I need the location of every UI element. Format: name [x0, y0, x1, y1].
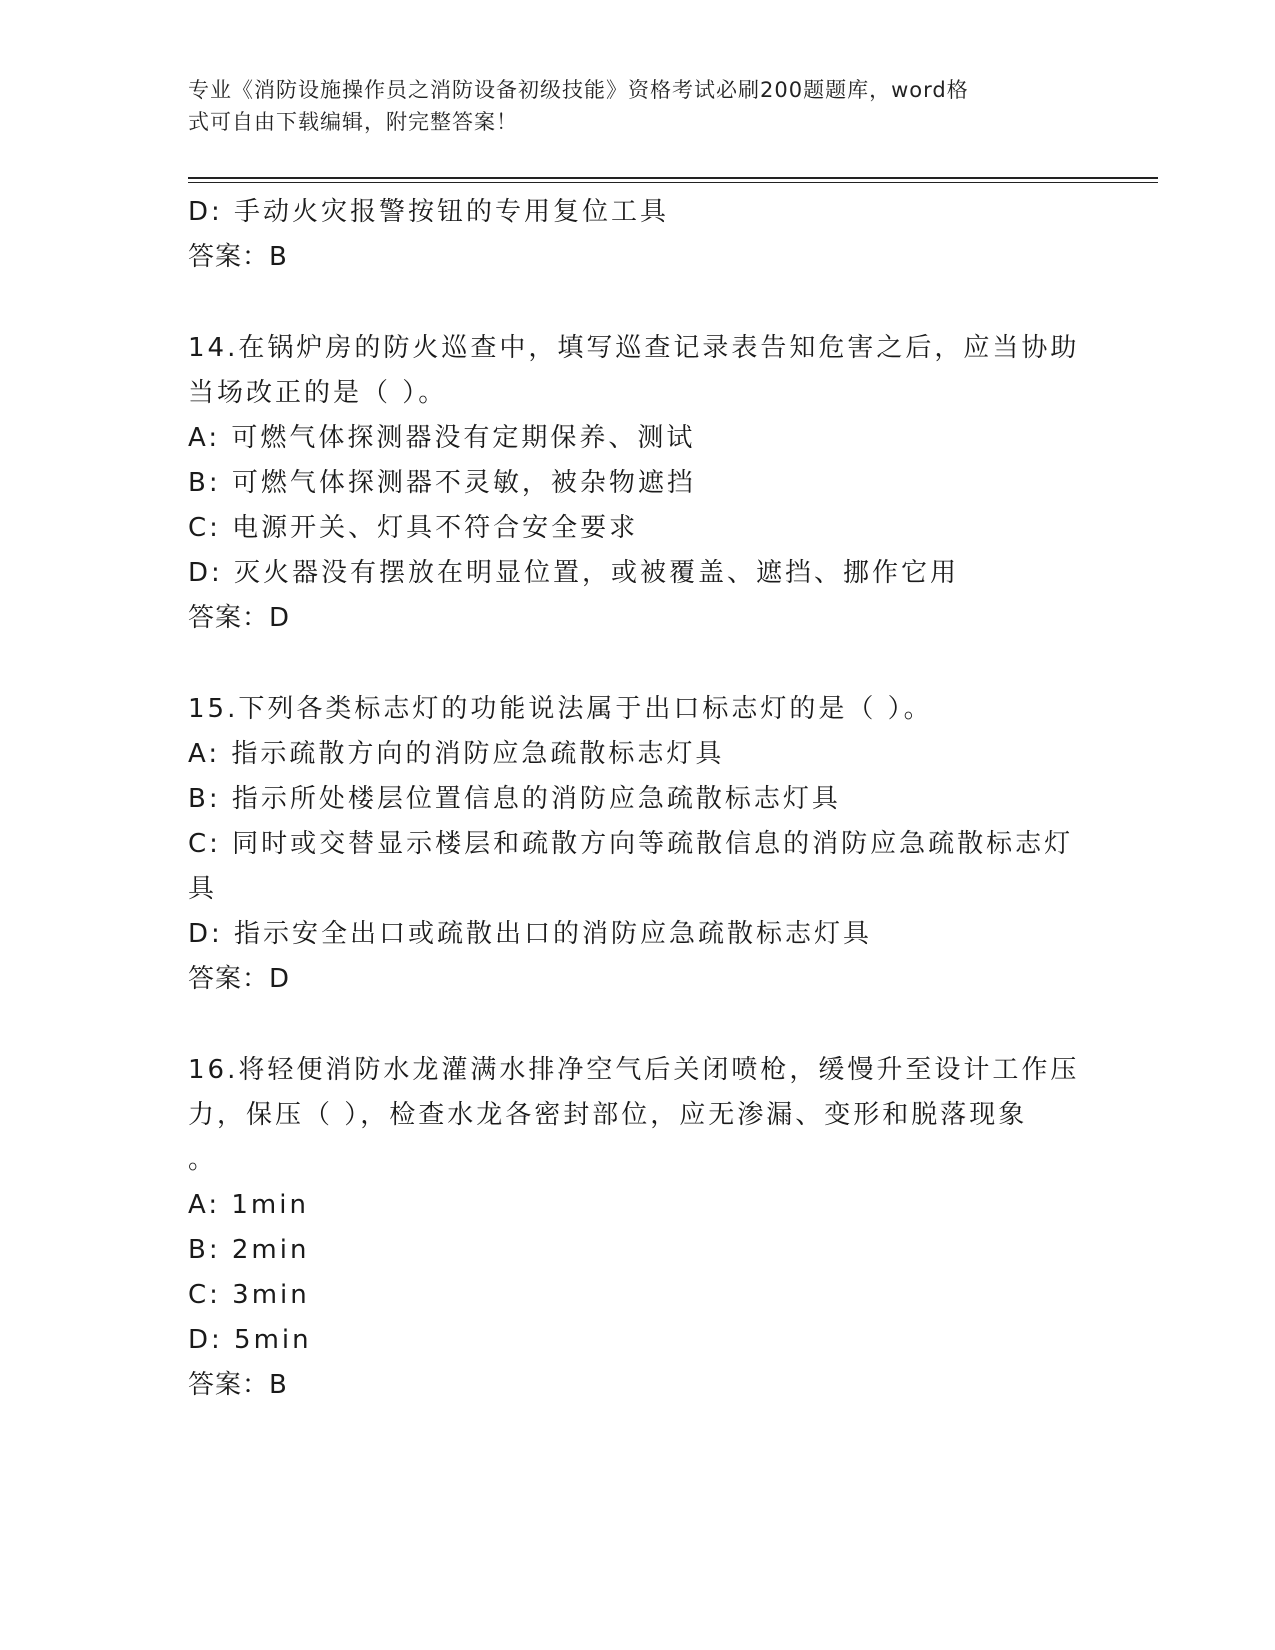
- q15-option-a: A: 指示疏散方向的消防应急疏散标志灯具: [188, 739, 725, 769]
- spacer: [188, 280, 1088, 326]
- q16-answer: 答案：B: [188, 1370, 288, 1400]
- q15-answer: 答案：D: [188, 964, 291, 994]
- q15-option-b: B: 指示所处楼层位置信息的消防应急疏散标志灯具: [188, 784, 841, 814]
- q16-stem-line-2: 力，保压（ ），检查水龙各密封部位，应无渗漏、变形和脱落现象: [188, 1100, 1028, 1130]
- q13-answer: 答案：B: [188, 242, 288, 272]
- spacer: [188, 1002, 1088, 1048]
- question-13-tail: [188, 190, 1088, 280]
- q14-option-b: B: 可燃气体探测器不灵敏，被杂物遮挡: [188, 468, 696, 498]
- q14-stem-line-1: 14.在锅炉房的防火巡查中，填写巡查记录表告知危害之后，应当协助: [188, 333, 1080, 363]
- q16-option-a: A: 1min: [188, 1190, 309, 1220]
- q16-stem-line-3: 。: [188, 1145, 218, 1175]
- q16-option-b: B: 2min: [188, 1235, 310, 1265]
- q15-stem: 15.下列各类标志灯的功能说法属于出口标志灯的是（ ）。: [188, 694, 933, 724]
- q13-option-d: D: 手动火灾报警按钮的专用复位工具: [188, 197, 670, 227]
- q16-option-d: D: 5min: [188, 1325, 312, 1355]
- question-list: [188, 190, 1088, 1408]
- header-divider-thick: [188, 177, 1158, 179]
- q14-answer: 答案：D: [188, 603, 291, 633]
- q15-option-c-line-1: C: 同时或交替显示楼层和疏散方向等疏散信息的消防应急疏散标志灯: [188, 829, 1074, 859]
- question-16: [188, 1048, 1088, 1408]
- q16-option-c: C: 3min: [188, 1280, 310, 1310]
- document-header: [188, 74, 1068, 138]
- header-divider-thin: [188, 182, 1158, 183]
- header-line-2: 式可自由下载编辑，附完整答案！: [188, 110, 518, 134]
- q14-option-a: A: 可燃气体探测器没有定期保养、测试: [188, 423, 696, 453]
- q14-option-d: D: 灭火器没有摆放在明显位置，或被覆盖、遮挡、挪作它用: [188, 558, 960, 588]
- q16-stem-line-1: 16.将轻便消防水龙灌满水排净空气后关闭喷枪，缓慢升至设计工作压: [188, 1055, 1080, 1085]
- question-14: [188, 326, 1088, 641]
- q15-option-d: D: 指示安全出口或疏散出口的消防应急疏散标志灯具: [188, 919, 873, 949]
- spacer: [188, 641, 1088, 687]
- q14-option-c: C: 电源开关、灯具不符合安全要求: [188, 513, 639, 543]
- question-15: [188, 687, 1088, 1002]
- q15-option-c-line-2: 具: [188, 874, 218, 904]
- header-line-1: 专业《消防设施操作员之消防设备初级技能》资格考试必刷200题题库，word格: [188, 78, 969, 102]
- q14-stem-line-2: 当场改正的是（ ）。: [188, 378, 448, 408]
